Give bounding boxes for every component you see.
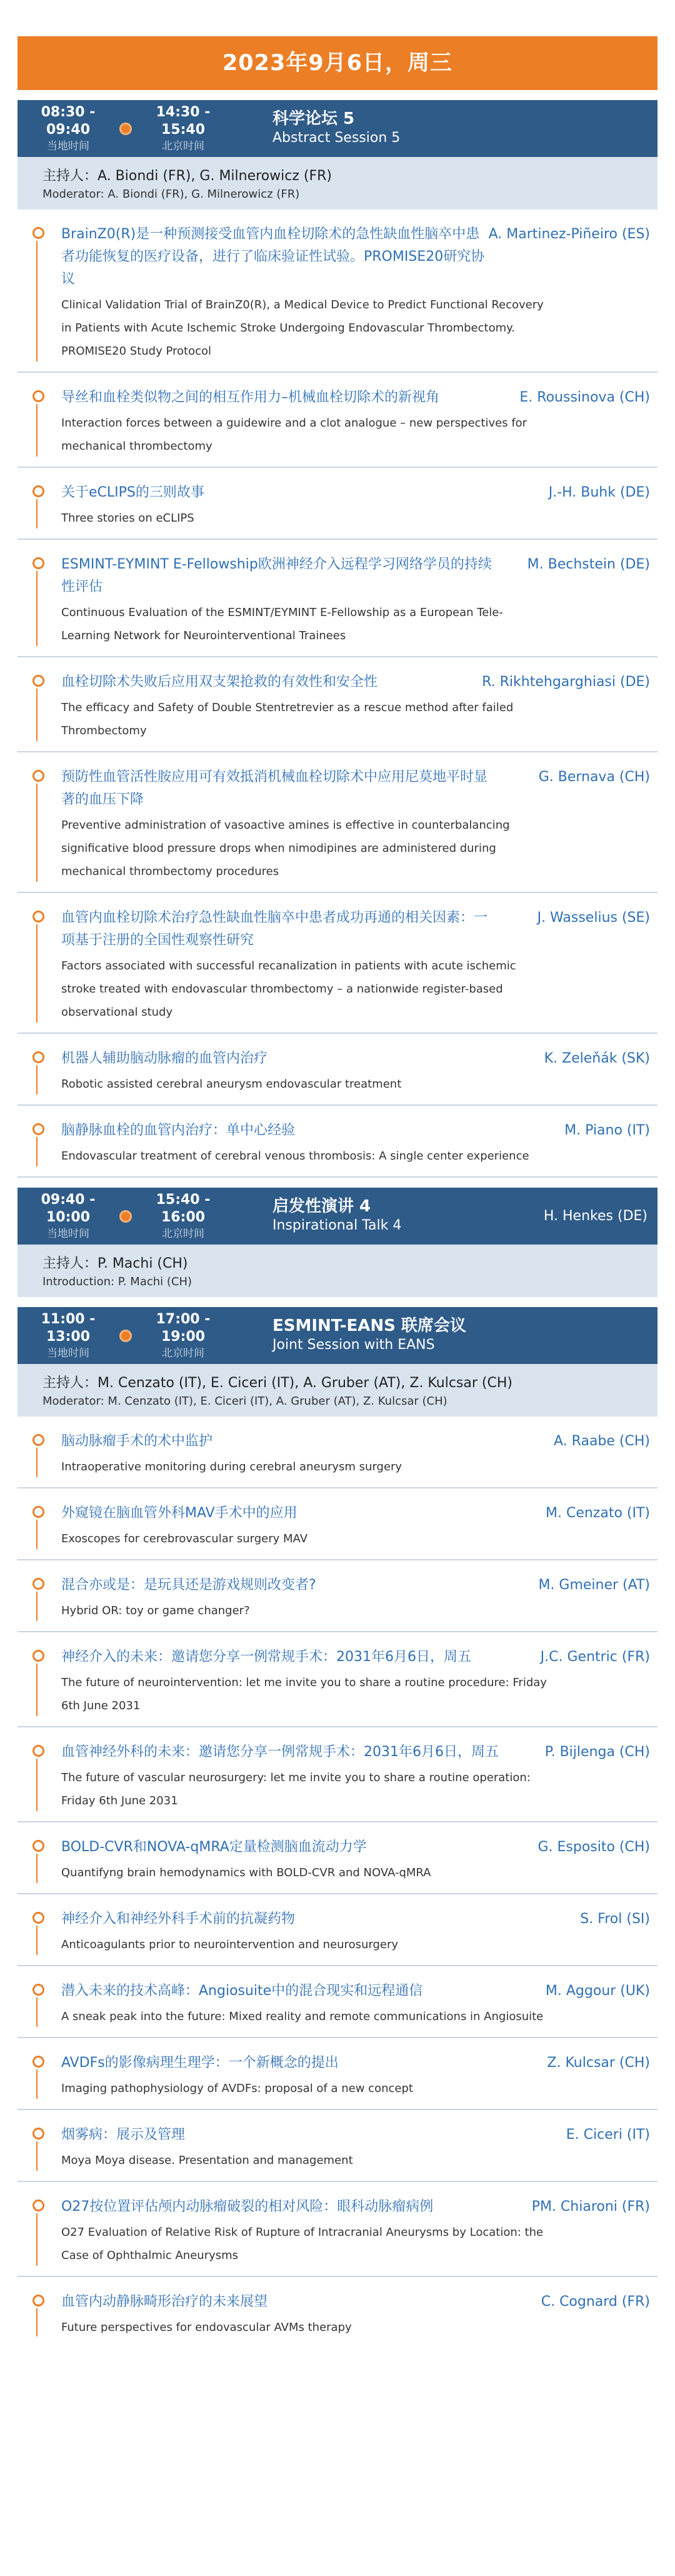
talk-speaker: J.C. Gentric (FR) xyxy=(540,1649,650,1665)
beijing-time xyxy=(132,1191,234,1241)
talk-title-zh: AVDFs的影像病理生理学：一个新概念的提出 xyxy=(61,2055,339,2071)
moderator-zh: 主持人：A. Biondi (FR), G. Milnerowicz (FR) xyxy=(42,168,332,184)
talk-title-zh: 潜入未来的技术高峰：Angiosuite中的混合现实和远程通信 xyxy=(61,1983,423,1999)
talk-speaker: J.-H. Buhk (DE) xyxy=(548,485,650,500)
talk-speaker: S. Frol (SI) xyxy=(580,1911,650,1927)
talk-speaker: A. Raabe (CH) xyxy=(554,1433,650,1449)
session-title xyxy=(272,1316,466,1355)
date-banner: 2023年9月6日，周三 xyxy=(18,36,658,90)
bullet-ring-icon xyxy=(32,1506,44,1518)
talk-item xyxy=(18,893,658,1034)
session-speaker: H. Henkes (DE) xyxy=(543,1208,648,1224)
talk-speaker: C. Cognard (FR) xyxy=(541,2294,650,2310)
moderator-en: Moderator: A. Biondi (FR), G. Milnerowicz (FR) xyxy=(42,188,300,201)
moderator-zh: 主持人：P. Machi (CH) xyxy=(42,1256,188,1271)
talk-title-en: Three stories on eCLIPS xyxy=(61,512,194,525)
talk-title-row xyxy=(61,1502,650,1525)
talk-item xyxy=(18,468,658,540)
clock-dot-icon xyxy=(121,1331,130,1340)
talk-title-row xyxy=(61,2052,650,2074)
talk-item xyxy=(18,1966,658,2038)
talk-title-row xyxy=(61,386,650,409)
talk-title-zh: 预防性血管活性胺应用可有效抵消机械血栓切除术中应用尼莫地平时显著的血压下降 xyxy=(61,769,488,807)
talk-item xyxy=(18,373,658,468)
talk-title-zh: ESMINT-EYMINT E-Fellowship欧洲神经介入远程学习网络学员的持续性评估 xyxy=(61,557,492,595)
talk-title-zh: 神经介入和神经外科手术前的抗凝药物 xyxy=(61,1911,296,1927)
bullet-ring-icon xyxy=(32,2200,44,2211)
bullet-ring-icon xyxy=(32,911,44,922)
talk-title-zh: 脑静脉血栓的血管内治疗：单中心经验 xyxy=(61,1123,296,1138)
talk-speaker: M. Gmeiner (AT) xyxy=(538,1577,650,1593)
session-header xyxy=(18,100,658,157)
bullet-ring-icon xyxy=(32,675,44,687)
talk-title-zh: 机器人辅助脑动脉瘤的血管内治疗 xyxy=(61,1051,268,1066)
talk-title-row xyxy=(61,766,650,811)
talk-title-zh: 导丝和血栓类似物之间的相互作用力–机械血栓切除术的新视角 xyxy=(61,390,440,405)
talk-item xyxy=(18,210,658,373)
talk-item xyxy=(18,657,658,752)
talk-title-row xyxy=(61,1980,650,2003)
bullet-ring-icon xyxy=(32,1650,44,1662)
talk-item xyxy=(18,2038,658,2110)
talk-item xyxy=(18,540,658,657)
talk-title-zh: BrainZ0(R)是一种预测接受血管内血栓切除术的急性缺血性脑卒中患者功能恢复的医疗设备，进行了临床验证性试验。PROMISE20研究协议 xyxy=(61,226,485,287)
talk-item xyxy=(18,1632,658,1727)
timeline-line xyxy=(36,1759,38,1811)
timeline-line xyxy=(36,784,38,882)
bullet-ring-icon xyxy=(32,1745,44,1757)
local-time-value: 08:30 - 09:40 xyxy=(41,104,96,138)
session-title xyxy=(272,1196,401,1235)
talk-item xyxy=(18,2182,658,2277)
talk-title-en: Moya Moya disease. Presentation and management xyxy=(61,2154,353,2167)
talk-speaker: M. Piano (IT) xyxy=(564,1123,650,1138)
talk-speaker: R. Rikhtehgarghiasi (DE) xyxy=(482,674,650,690)
clock-dot-icon xyxy=(121,124,130,133)
local-time-value: 09:40 - 10:00 xyxy=(41,1191,96,1225)
sessions-list xyxy=(18,100,658,2348)
talk-title-zh: 血管神经外科的未来：邀请您分享一例常规手术：2031年6月6日，周五 xyxy=(61,1744,499,1760)
talk-title-row xyxy=(61,907,650,952)
talk-speaker: E. Roussinova (CH) xyxy=(519,390,650,405)
talk-title-row xyxy=(61,1119,650,1142)
beijing-time xyxy=(132,104,234,154)
local-time-label: 当地时间 xyxy=(47,1346,89,1360)
local-time-label: 当地时间 xyxy=(47,139,89,153)
talk-item xyxy=(18,1560,658,1632)
beijing-time-label: 北京时间 xyxy=(162,139,204,153)
moderator-box xyxy=(18,1245,658,1297)
timeline-line xyxy=(36,1664,38,1716)
bullet-ring-icon xyxy=(32,227,44,239)
bullet-ring-icon xyxy=(32,557,44,569)
session-title-en: Abstract Session 5 xyxy=(272,130,401,146)
beijing-time-label: 北京时间 xyxy=(162,1227,204,1240)
moderator-box xyxy=(18,157,658,210)
timeline-line xyxy=(36,2308,38,2336)
talk-title-en: The efficacy and Safety of Double Stentretrevier as a rescue method after failed Thrombectomy xyxy=(61,701,514,737)
talk-title-zh: 神经介入的未来：邀请您分享一例常规手术：2031年6月6日，周五 xyxy=(61,1649,471,1665)
talk-title-row xyxy=(61,1646,650,1669)
talk-title-en: Interaction forces between a guidewire and a clot analogue – new perspectives for mechanical thrombectomy xyxy=(61,417,528,453)
talk-title-en: Clinical Validation Trial of BrainZ0(R), a Medical Device to Predict Functional Recovery in Patients with Acute Ischemic Stroke Undergoing Endovascular Thrombectomy. PROMISE20 Study Protocol xyxy=(61,298,544,358)
talk-title-en: Robotic assisted cerebral aneurysm endovascular treatment xyxy=(61,1078,402,1091)
talk-title-en: Future perspectives for endovascular AVMs therapy xyxy=(61,2321,352,2334)
talk-title-en: Intraoperative monitoring during cerebral aneurysm surgery xyxy=(61,1460,402,1473)
talk-title-row xyxy=(61,1574,650,1597)
timeline-line xyxy=(36,1520,38,1549)
moderator-en: Moderator: M. Cenzato (IT), E. Ciceri (IT), A. Gruber (AT), Z. Kulcsar (CH) xyxy=(42,1395,448,1408)
moderator-box xyxy=(18,1364,658,1417)
bullet-ring-icon xyxy=(32,1434,44,1446)
talk-title-en: Imaging pathophysiology of AVDFs: proposal of a new concept xyxy=(61,2082,413,2095)
beijing-time xyxy=(132,1311,234,1361)
timeline-line xyxy=(36,2069,38,2099)
talk-title-row xyxy=(61,1908,650,1931)
timeline-line xyxy=(36,1926,38,1955)
session-title-en: Joint Session with EANS xyxy=(272,1337,435,1353)
bullet-ring-icon xyxy=(32,2295,44,2306)
talk-title-zh: BOLD-CVR和NOVA-qMRA定量检测脑血流动力学 xyxy=(61,1839,367,1855)
talk-item xyxy=(18,1822,658,1894)
talk-title-row xyxy=(61,553,650,599)
talk-item xyxy=(18,2110,658,2182)
talk-title-en: The future of vascular neurosurgery: let me invite you to share a routine operation: Friday 6th June 2031 xyxy=(61,1771,531,1807)
bullet-ring-icon xyxy=(32,1984,44,1996)
bullet-ring-icon xyxy=(32,485,44,497)
timeline-line xyxy=(36,2141,38,2171)
session-header xyxy=(18,1188,658,1245)
talk-item xyxy=(18,2277,658,2348)
timeline-line xyxy=(36,499,38,528)
talk-speaker: Z. Kulcsar (CH) xyxy=(547,2055,650,2071)
talk-title-zh: 血管内血栓切除术治疗急性缺血性脑卒中患者成功再通的相关因素：一项基于注册的全国性观察性研究 xyxy=(61,910,488,948)
talk-speaker: A. Martinez-Piñeiro (ES) xyxy=(488,226,650,242)
bullet-ring-icon xyxy=(32,1051,44,1063)
timeline-line xyxy=(36,1065,38,1094)
talk-title-row xyxy=(61,1836,650,1859)
time-separator xyxy=(119,124,132,133)
talk-title-en: Hybrid OR: toy or game changer? xyxy=(61,1604,250,1617)
bullet-ring-icon xyxy=(32,2128,44,2139)
talk-title-en: Anticoagulants prior to neurointervention and neurosurgery xyxy=(61,1938,399,1951)
timeline-line xyxy=(36,1854,38,1883)
local-time xyxy=(18,1191,119,1241)
talk-title-row xyxy=(61,2124,650,2146)
talk-title-row xyxy=(61,2291,650,2313)
timeline-line xyxy=(36,1137,38,1166)
session-title xyxy=(272,109,400,148)
session-title-en: Inspirational Talk 4 xyxy=(272,1218,402,1233)
beijing-time-value: 14:30 - 15:40 xyxy=(156,104,211,138)
session-title-zh: 科学论坛 5 xyxy=(272,109,355,128)
talk-title-en: Factors associated with successful recanalization in patients with acute ischemic stroke treated with endovascular thrombectomy – a nationwide register-based observational study xyxy=(61,959,516,1019)
talk-speaker: P. Bijlenga (CH) xyxy=(544,1744,650,1760)
session-header xyxy=(18,1307,658,1364)
local-time-label: 当地时间 xyxy=(47,1227,89,1240)
talk-title-zh: 烟雾病：展示及管理 xyxy=(61,2127,186,2143)
timeline-line xyxy=(36,571,38,646)
timeline-line xyxy=(36,1448,38,1477)
talk-speaker: M. Bechstein (DE) xyxy=(527,557,650,572)
talk-speaker: M. Cenzato (IT) xyxy=(545,1505,650,1521)
moderator-zh: 主持人：M. Cenzato (IT), E. Ciceri (IT), A. Gruber (AT), Z. Kulcsar (CH) xyxy=(42,1375,512,1391)
talk-title-row xyxy=(61,1430,650,1453)
talk-title-zh: 血栓切除术失败后应用双支架抢救的有效性和安全性 xyxy=(61,674,378,690)
talk-title-en: Endovascular treatment of cerebral venous thrombosis: A single center experience xyxy=(61,1149,529,1163)
talk-title-row xyxy=(61,223,650,291)
talk-item xyxy=(18,1106,658,1178)
talk-speaker: G. Esposito (CH) xyxy=(538,1839,650,1855)
talk-title-en: O27 Evaluation of Relative Risk of Rupture of Intracranial Aneurysms by Location: the Case of Ophthalmic Aneurysms xyxy=(61,2226,544,2262)
talk-title-en: Quantifyng brain hemodynamics with BOLD-CVR and NOVA-qMRA xyxy=(61,1866,431,1879)
timeline-line xyxy=(36,2213,38,2266)
talk-item xyxy=(18,1417,658,1488)
bullet-ring-icon xyxy=(32,1912,44,1924)
talk-title-en: Continuous Evaluation of the ESMINT/EYMINT E-Fellowship as a European Tele-Learning Network for Neurointerventional Trainees xyxy=(61,606,503,642)
bullet-ring-icon xyxy=(32,390,44,402)
talk-title-en: Exoscopes for cerebrovascular surgery MAV xyxy=(61,1532,308,1545)
talk-item xyxy=(18,1727,658,1822)
time-separator xyxy=(119,1212,132,1221)
talk-title-row xyxy=(61,1048,650,1070)
talk-title-en: The future of neurointervention: let me invite you to share a routine procedure: Friday 6th June 2031 xyxy=(61,1676,547,1712)
talk-title-en: Preventive administration of vasoactive amines is effective in counterbalancing significative blood pressure drops when nimodipines are administered during mechanical thrombectomy procedures xyxy=(61,819,510,878)
talk-title-zh: 血管内动静脉畸形治疗的未来展望 xyxy=(61,2294,268,2310)
talk-title-row xyxy=(61,671,650,694)
time-separator xyxy=(119,1331,132,1340)
timeline-line xyxy=(36,404,38,457)
bullet-ring-icon xyxy=(32,2056,44,2068)
talk-speaker: M. Aggour (UK) xyxy=(545,1983,650,1999)
talk-speaker: E. Ciceri (IT) xyxy=(566,2127,650,2143)
timeline-line xyxy=(36,924,38,1023)
bullet-ring-icon xyxy=(32,770,44,782)
talk-title-en: A sneak peak into the future: Mixed reality and remote communications in Angiosuite xyxy=(61,2010,544,2023)
timeline-line xyxy=(36,1592,38,1621)
talk-title-zh: 外窥镜在脑血管外科MAV手术中的应用 xyxy=(61,1505,298,1521)
local-time xyxy=(18,104,119,154)
local-time-value: 11:00 - 13:00 xyxy=(41,1311,96,1345)
talk-item xyxy=(18,1894,658,1966)
talk-speaker: K. Zeleňák (SK) xyxy=(544,1051,650,1066)
talk-title-zh: O27按位置评估颅内动脉瘤破裂的相对风险：眼科动脉瘤病例 xyxy=(61,2199,434,2215)
beijing-time-label: 北京时间 xyxy=(162,1346,204,1360)
talk-title-row xyxy=(61,2196,650,2218)
bullet-ring-icon xyxy=(32,1840,44,1852)
session-title-zh: ESMINT-EANS 联席会议 xyxy=(272,1316,466,1335)
timeline-line xyxy=(36,689,38,741)
talk-speaker: PM. Chiaroni (FR) xyxy=(531,2199,650,2215)
talk-title-zh: 混合亦或是：是玩具还是游戏规则改变者? xyxy=(61,1577,316,1593)
clock-dot-icon xyxy=(121,1212,130,1221)
bullet-ring-icon xyxy=(32,1578,44,1590)
timeline-line xyxy=(36,1998,38,2027)
program-page xyxy=(18,0,658,2348)
talk-title-zh: 脑动脉瘤手术的术中监护 xyxy=(61,1433,213,1449)
talk-item xyxy=(18,752,658,893)
beijing-time-value: 15:40 - 16:00 xyxy=(156,1191,211,1225)
local-time xyxy=(18,1311,119,1361)
talk-speaker: G. Bernava (CH) xyxy=(538,769,650,785)
talk-item xyxy=(18,1488,658,1560)
timeline-line xyxy=(36,241,38,361)
talk-title-zh: 关于eCLIPS的三则故事 xyxy=(61,485,204,500)
moderator-en: Introduction: P. Machi (CH) xyxy=(42,1275,192,1288)
talk-title-row xyxy=(61,482,650,504)
beijing-time-value: 17:00 - 19:00 xyxy=(156,1311,211,1345)
talk-speaker: J. Wasselius (SE) xyxy=(537,910,650,926)
session-title-zh: 启发性演讲 4 xyxy=(272,1197,371,1216)
talk-title-row xyxy=(61,1741,650,1764)
talk-item xyxy=(18,1034,658,1106)
bullet-ring-icon xyxy=(32,1123,44,1135)
